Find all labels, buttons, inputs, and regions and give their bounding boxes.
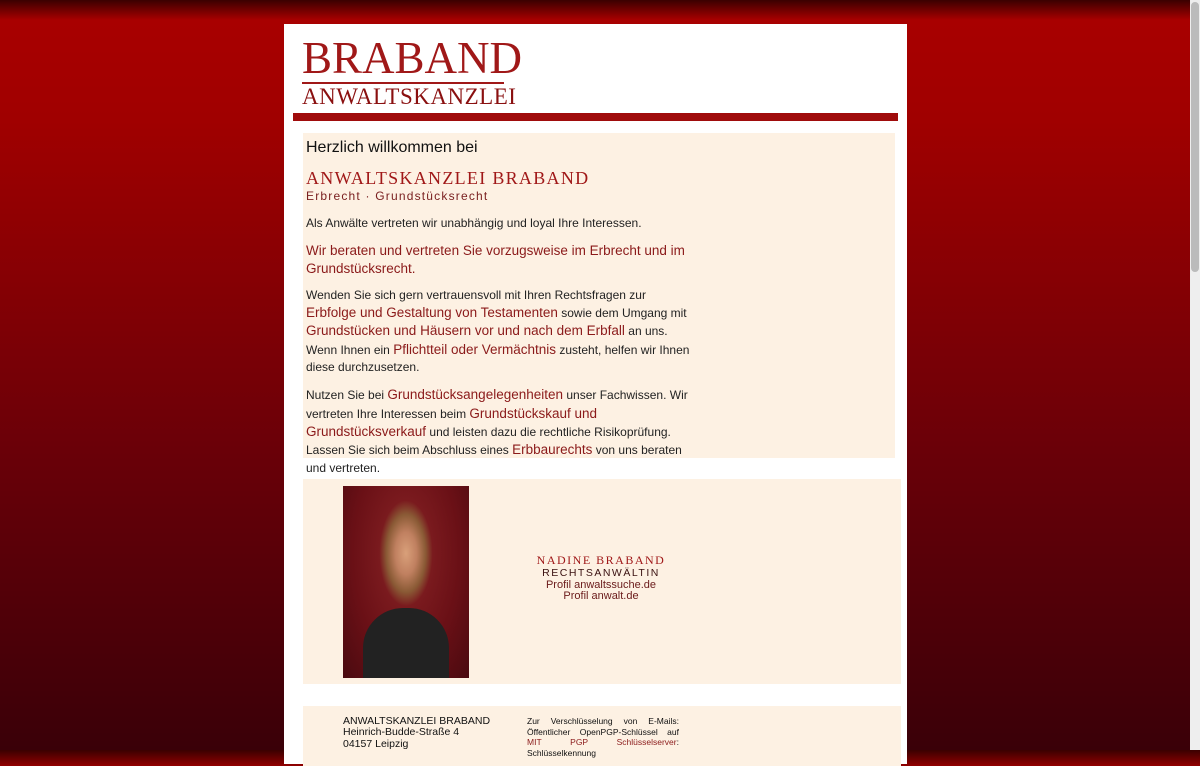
firm-subtitle: Erbrecht · Grundstücksrecht [306,189,489,203]
scrollbar[interactable] [1190,0,1200,750]
page [284,24,907,764]
lawyer-role: RECHTSANWÄLTIN [542,567,660,579]
text: sowie dem Umgang mit [557,306,687,321]
logo[interactable] [302,33,523,110]
logo-line1: BRABAND [302,33,523,83]
text: und leisten dazu die rechtliche Risikoprüfung. Lassen Sie sich beim Abschluss eines [306,424,671,458]
lawyer-info [503,553,699,602]
text: an uns. Wenn Ihnen ein [306,324,668,357]
profile-link-anwaltssuche[interactable]: Profil anwaltssuche.de [545,579,657,591]
link-erbfolge[interactable]: Erbfolge und Gestaltung von Testamenten [306,305,558,321]
header-divider [293,113,898,121]
text: Wenden Sie sich gern vertrauensvoll mit Ihren Rechtsfragen zur [306,287,646,302]
address-city: 04157 Leipzig [343,737,409,750]
greeting: Herzlich willkommen bei [306,139,478,156]
paragraph-2 [306,386,698,476]
link-pflichtteil[interactable]: Pflichtteil oder Vermächtnis [393,341,557,357]
lawyer-section [303,479,901,684]
scrollbar-thumb[interactable] [1191,2,1199,272]
lawyer-photo [343,486,469,678]
intro-text: Als Anwälte vertreten wir unabhängig und loyal Ihre Interessen. [306,216,642,230]
firm-name: ANWALTSKANZLEI BRABAND [306,168,590,188]
text: von uns beraten und vertreten. [306,443,682,475]
link-grundstueckskauf[interactable]: Grundstückskauf und Grundstücksverkauf [306,405,597,439]
link-grundstuecksangelegenheiten[interactable]: Grundstücksangelegenheiten [387,387,564,403]
footer [303,706,901,766]
text: : Schlüsselkennung [527,737,679,758]
link-grundstuecke[interactable]: Grundstücken und Häusern vor und nach dem Erbfall [306,323,625,339]
lawyer-name: NADINE BRABAND [536,553,666,567]
profile-link-anwalt[interactable]: Profil anwalt.de [563,590,639,602]
text: unser Fachwissen. Wir vertreten Ihre Interessen beim [306,388,688,421]
link-erbbaurecht[interactable]: Erbbaurechts [512,442,593,458]
logo-line2: ANWALTSKANZLEI [302,84,517,109]
address [343,716,490,750]
text: zusteht, helfen wir Ihnen diese durchzusetzen. [306,342,690,375]
lead-text: Wir beraten und vertreten Sie vorzugsweise im Erbrecht und im Grundstücksrecht. [306,243,685,276]
text: Nutzen Sie bei [306,388,388,403]
welcome-section [303,133,895,475]
address-street: Heinrich-Budde-Straße 4 [343,726,460,739]
text: Zur Verschlüsselung von E-Mails: Öffentlicher OpenPGP-Schlüssel auf [527,716,679,737]
address-firm: ANWALTSKANZLEI BRABAND [343,715,491,727]
pgp-keyserver-link[interactable]: MIT PGP Schlüsselserver [527,737,677,748]
paragraph-1 [306,287,698,376]
pgp-info [527,716,679,758]
